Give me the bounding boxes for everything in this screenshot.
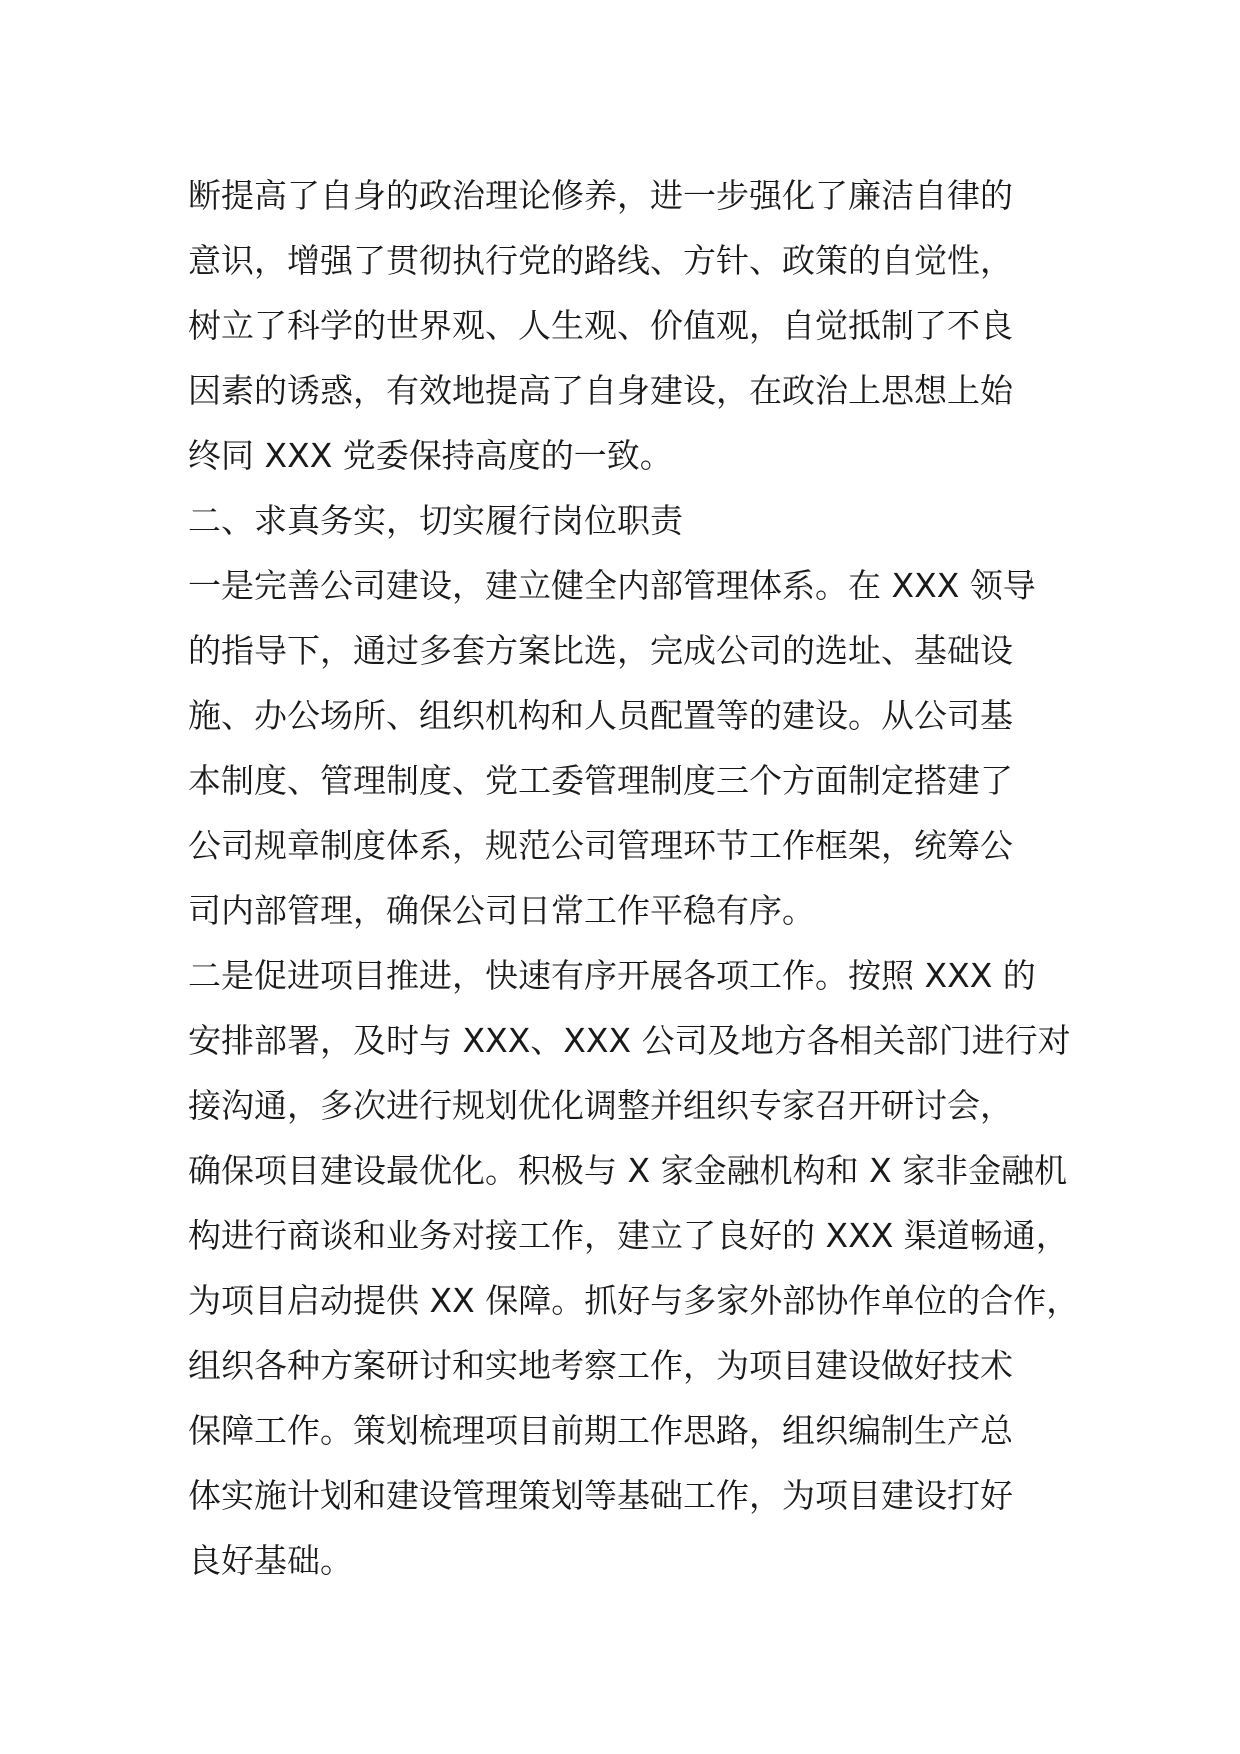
text-line: 确保项目建设最优化。积极与 X 家金融机构和 X 家非金融机 [188,1151,1068,1190]
text-line: 体实施计划和建设管理策划等基础工作，为项目建设打好 [188,1476,1013,1515]
text-line: 终同 XXX 党委保持高度的一致。 [188,436,673,475]
text-line: 本制度、管理制度、党工委管理制度三个方面制定搭建了 [188,761,1013,800]
text-line: 公司规章制度体系，规范公司管理环节工作框架，统筹公 [188,826,1013,865]
text-line: 二是促进项目推进，快速有序开展各项工作。按照 XXX 的 [188,956,1036,995]
text-line: 施、办公场所、组织机构和人员配置等的建设。从公司基 [188,696,1013,735]
text-line: 树立了科学的世界观、人生观、价值观，自觉抵制了不良 [188,306,1013,345]
section-heading: 二、求真务实，切实履行岗位职责 [188,501,683,540]
text-line: 为项目启动提供 XX 保障。抓好与多家外部协作单位的合作， [188,1281,1080,1320]
text-line: 司内部管理，确保公司日常工作平稳有序。 [188,891,815,930]
text-line: 因素的诱惑，有效地提高了自身建设，在政治上思想上始 [188,371,1013,410]
text-line: 一是完善公司建设，建立健全内部管理体系。在 XXX 领导 [188,566,1036,605]
text-line: 断提高了自身的政治理论修养，进一步强化了廉洁自律的 [188,176,1013,215]
text-line: 良好基础。 [188,1541,353,1580]
text-line: 组织各种方案研讨和实地考察工作，为项目建设做好技术 [188,1346,1013,1385]
document-body [188,163,1088,1593]
text-line: 保障工作。策划梳理项目前期工作思路，组织编制生产总 [188,1411,1013,1450]
text-line: 意识，增强了贯彻执行党的路线、方针、政策的自觉性， [188,241,1013,280]
text-line: 接沟通，多次进行规划优化调整并组织专家召开研讨会， [188,1086,1013,1125]
text-line: 构进行商谈和业务对接工作，建立了良好的 XXX 渠道畅通， [188,1216,1069,1255]
text-line: 安排部署，及时与 XXX、XXX 公司及地方各相关部门进行对 [188,1021,1071,1060]
text-line: 的指导下，通过多套方案比选，完成公司的选址、基础设 [188,631,1013,670]
